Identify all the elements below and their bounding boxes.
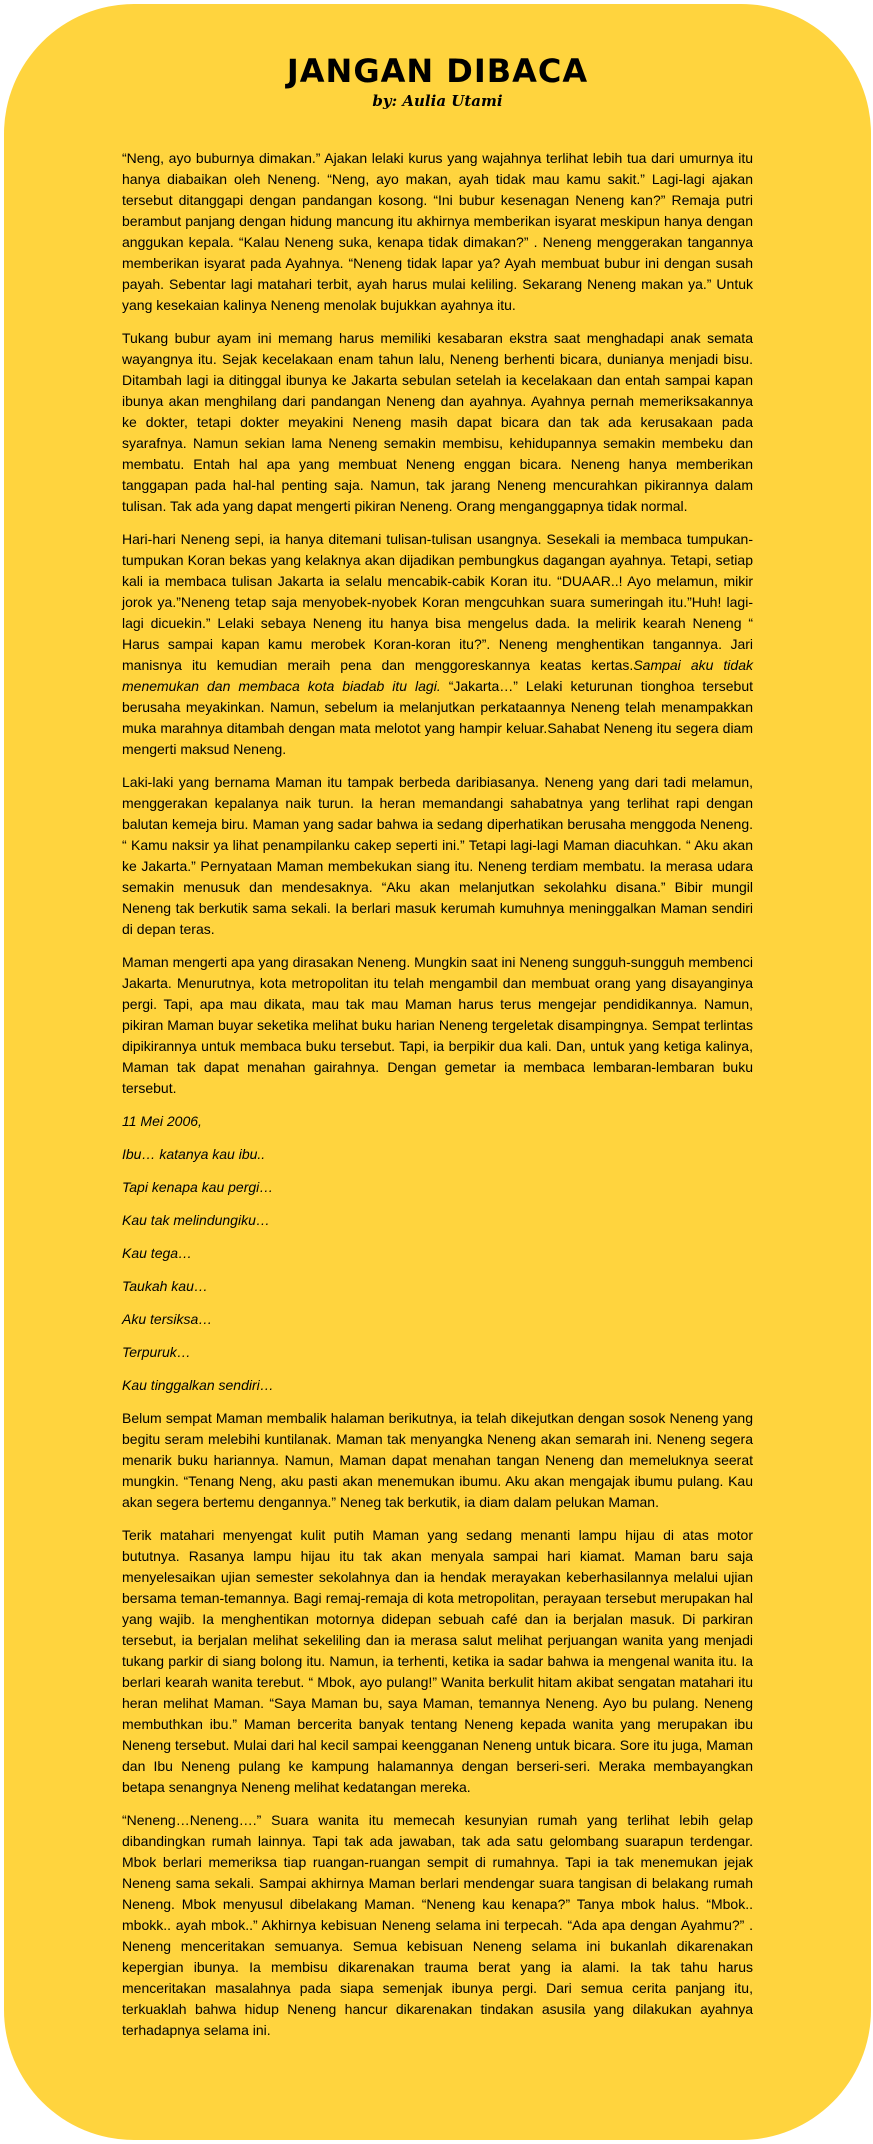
diary-line: 11 Mei 2006,: [122, 1113, 202, 1129]
diary-line: Taukah kau…: [122, 1278, 208, 1294]
diary-line: Kau tinggalkan sendiri…: [122, 1377, 274, 1393]
story-body: [122, 148, 753, 2041]
story-paragraph-4: Laki-laki yang bernama Maman itu tampak berbeda daribiasanya. Neneng yang dari tadi melamun, menggerakan kepalanya naik turun. Ia heran memandangi sahabatnya yang terlihat rapi dengan balutan kemeja biru. Maman yang sadar bahwa ia sedang diperhatikan berusaha menggoda Neneng. “ Kamu naksir ya lihat penampilanku cakep seperti ini.” Tetapi lagi-lagi Maman diacuhkan. “ Aku akan ke Jakarta.” Pernyataan Maman membekukan siang itu. Neneng terdiam membatu. Ia merasa udara semakin menusuk dan mendesaknya. “Aku akan melanjutkan sekolahku disana.” Bibir mungil Neneng tak berkutik sama sekali. Ia berlari masuk kerumah kumuhnya meninggalkan Maman sendiri di depan teras.: [122, 774, 753, 937]
story-paragraph-3-text: Hari-hari Neneng sepi, ia hanya ditemani tulisan-tulisan usangnya. Sesekali ia membaca tumpukan-tumpukan Koran bekas yang kelaknya akan dijadikan pembungkus dagangan ayahnya. Tetapi, setiap kali ia membaca tulisan Jakarta ia selalu mencabik-cabik Koran itu. “DUAAR..! Ayo melamun, mikir jorok ya.”Neneng tetap saja menyobek-nyobek Koran mengcuhkan suara sumeringah itu.”Huh! lagi-lagi dicuekin.” Lelaki sebaya Neneng itu hanya bisa mengelus dada. Ia melirik kearah Neneng “ Harus sampai kapan kamu merobek Koran-koran itu?”. Neneng menghentikan tangannya. Jari manisnya itu kemudian meraih pena dan menggoreskannya keatas kertas.: [122, 531, 753, 673]
story-paragraph-7: Terik matahari menyengat kulit putih Maman yang sedang menanti lampu hijau di atas motor bututnya. Rasanya lampu hijau itu tak akan menyala sampai hari kiamat. Maman baru saja menyelesaikan ujian semester sekolahnya dan ia hendak merayakan keberhasilannya melalui ujian bersama teman-temannya. Bagi remaj-remaja di kota metropolitan, perayaan tersebut merupakan hal yang wajib. Ia menghentikan motornya didepan sebuah café dan ia berjalan masuk. Di parkiran tersebut, ia berjalan melihat sekeliling dan ia merasa salut melihat perjuangan wanita yang menjadi tukang parkir di siang bolong itu. Namun, ia terhenti, ketika ia sadar bahwa ia mengenal wanita itu. Ia berlari kearah wanita terebut. “ Mbok, ayo pulang!” Wanita berkulit hitam akibat sengatan matahari itu heran melihat Maman. “Saya Maman bu, saya Maman, temannya Neneng. Ayo bu pulang. Neneng membuthkan ibu.” Maman bercerita banyak tentang Neneng kepada wanita yang merupakan ibu Neneng tersebut. Mulai dari hal kecil sampai keengganan Neneng untuk bicara. Sore itu juga, Maman dan Ibu Neneng pulang ke kampung halamannya dengan berseri-seri. Meraka membayangkan betapa senangnya Neneng melihat kedatangan mereka.: [122, 1527, 753, 1795]
story-paragraph-3-italic-quote: Sampai aku tidak menemukan dan membaca kota biadab itu lagi.: [122, 657, 753, 694]
diary-line: Kau tak melindungiku…: [122, 1212, 270, 1228]
story-paragraph-3-text-end: “Jakarta…” Lelaki keturunan tionghoa tersebut berusaha meyakinkan. Namun, sebelum ia melanjutkan perkataannya Neneng telah menampakkan muka marahnya ditambah dengan mata melotot yang hampir keluar.Sahabat Neneng itu segera diam mengerti maksud Neneng.: [122, 678, 753, 757]
diary-line: Terpuruk…: [122, 1344, 191, 1360]
author-byline: by: Aulia Utami: [372, 92, 503, 110]
story-paragraph-5: Maman mengerti apa yang dirasakan Neneng. Mungkin saat ini Neneng sungguh-sungguh membenci Jakarta. Menurutnya, kota metropolitan itu telah mengambil dan membuat orang yang disayanginya pergi. Tapi, apa mau dikata, mau tak mau Maman harus terus mengejar pendidikannya. Namun, pikiran Maman buyar seketika melihat buku harian Neneng tergeletak disampingnya. Sempat terlintas dipikirannya untuk membaca buku tersebut. Tapi, ia berpikir dua kali. Dan, untuk yang ketiga kalinya, Maman tak dapat menahan gairahnya. Dengan gemetar ia membaca lembaran-lembaran buku tersebut.: [122, 954, 753, 1096]
diary-line: Tapi kenapa kau pergi…: [122, 1179, 274, 1195]
story-paragraph-3: [122, 529, 753, 760]
diary-line: Aku tersiksa…: [122, 1311, 213, 1327]
diary-line: Ibu… katanya kau ibu..: [122, 1146, 266, 1162]
diary-line: Kau tega…: [122, 1245, 193, 1261]
story-paragraph-1: “Neng, ayo buburnya dimakan.” Ajakan lelaki kurus yang wajahnya terlihat lebih tua dari umurnya itu hanya diabaikan oleh Neneng. “Neng, ayo makan, ayah tidak mau kamu sakit.” Lagi-lagi ajakan tersebut ditanggapi dengan pandangan kosong. “Ini bubur kesenagan Neneng kan?” Remaja putri berambut panjang dengan hidung mancung itu akhirnya memberikan isyarat meskipun hanya dengan anggukan kepala. “Kalau Neneng suka, kenapa tidak dimakan?” . Neneng menggerakan tangannya memberikan isyarat pada Ayahnya. “Neneng tidak lapar ya? Ayah membuat bubur ini dengan susah payah. Sebentar lagi matahari terbit, ayah harus mulai keliling. Sekarang Neneng makan ya.” Untuk yang kesekaian kalinya Neneng menolak bujukkan ayahnya itu.: [122, 150, 753, 313]
story-card: [4, 4, 871, 2140]
story-title: JANGAN DIBACA: [286, 52, 589, 90]
story-paragraph-8: “Neneng…Neneng….” Suara wanita itu memecah kesunyian rumah yang terlihat lebih gelap dibandingkan rumah lainnya. Tapi tak ada jawaban, tak ada satu gelombang suarapun terdengar. Mbok berlari memeriksa tiap ruangan-ruangan sempit di rumahnya. Tapi ia tak menemukan jejak Neneng sama sekali. Sampai akhirnya Maman berlari mendengar suara tangisan di belakang rumah Neneng. Mbok menyusul dibelakang Maman. “Neneng kau kenapa?” Tanya mbok halus. “Mbok.. mbokk.. ayah mbok..” Akhirnya kebisuan Neneng selama ini terpecah. “Ada apa dengan Ayahmu?” . Neneng menceritakan semuanya. Semua kebisuan Neneng selama ini bukanlah dikarenakan kepergian ibunya. Ia membisu dikarenakan trauma berat yang ia alami. Ia tak tahu harus menceritakan masalahnya pada siapa semenjak ibunya pergi. Dari semua cerita panjang itu, terkuaklah bahwa hidup Neneng hancur dikarenakan tindakan asusila yang dilakukan ayahnya terhadapnya selama ini.: [122, 1812, 753, 2038]
story-paragraph-6: Belum sempat Maman membalik halaman berikutnya, ia telah dikejutkan dengan sosok Neneng yang begitu seram melebihi kuntilanak. Maman tak menyangka Neneng akan semarah ini. Neneng segera menarik buku hariannya. Namun, Maman dapat menahan tangan Neneng dan memeluknya seerat mungkin. “Tenang Neng, aku pasti akan menemukan ibumu. Aku akan mengajak ibumu pulang. Kau akan segera bertemu dengannya.” Neneg tak berkutik, ia diam dalam pelukan Maman.: [122, 1410, 753, 1510]
story-paragraph-2: Tukang bubur ayam ini memang harus memiliki kesabaran ekstra saat menghadapi anak semata wayangnya itu. Sejak kecelakaan enam tahun lalu, Neneng berhenti bicara, dunianya menjadi bisu. Ditambah lagi ia ditinggal ibunya ke Jakarta sebulan setelah ia kecelakaan dan entah sampai kapan ibunya akan menghilang dari pandangan Neneng dan ayahnya. Ayahnya pernah memeriksakannya ke dokter, tetapi dokter meyakini Neneng masih dapat bicara dan tak ada kerusakaan pada syarafnya. Namun sekian lama Neneng semakin membisu, kehidupannya semakin membeku dan membatu. Entah hal apa yang membuat Neneng enggan bicara. Neneng hanya memberikan tanggapan pada hal-hal penting saja. Namun, tak jarang Neneng mencurahkan pikirannya dalam tulisan. Tak ada yang dapat mengerti pikiran Neneng. Orang menganggapnya tidak normal.: [122, 330, 753, 514]
